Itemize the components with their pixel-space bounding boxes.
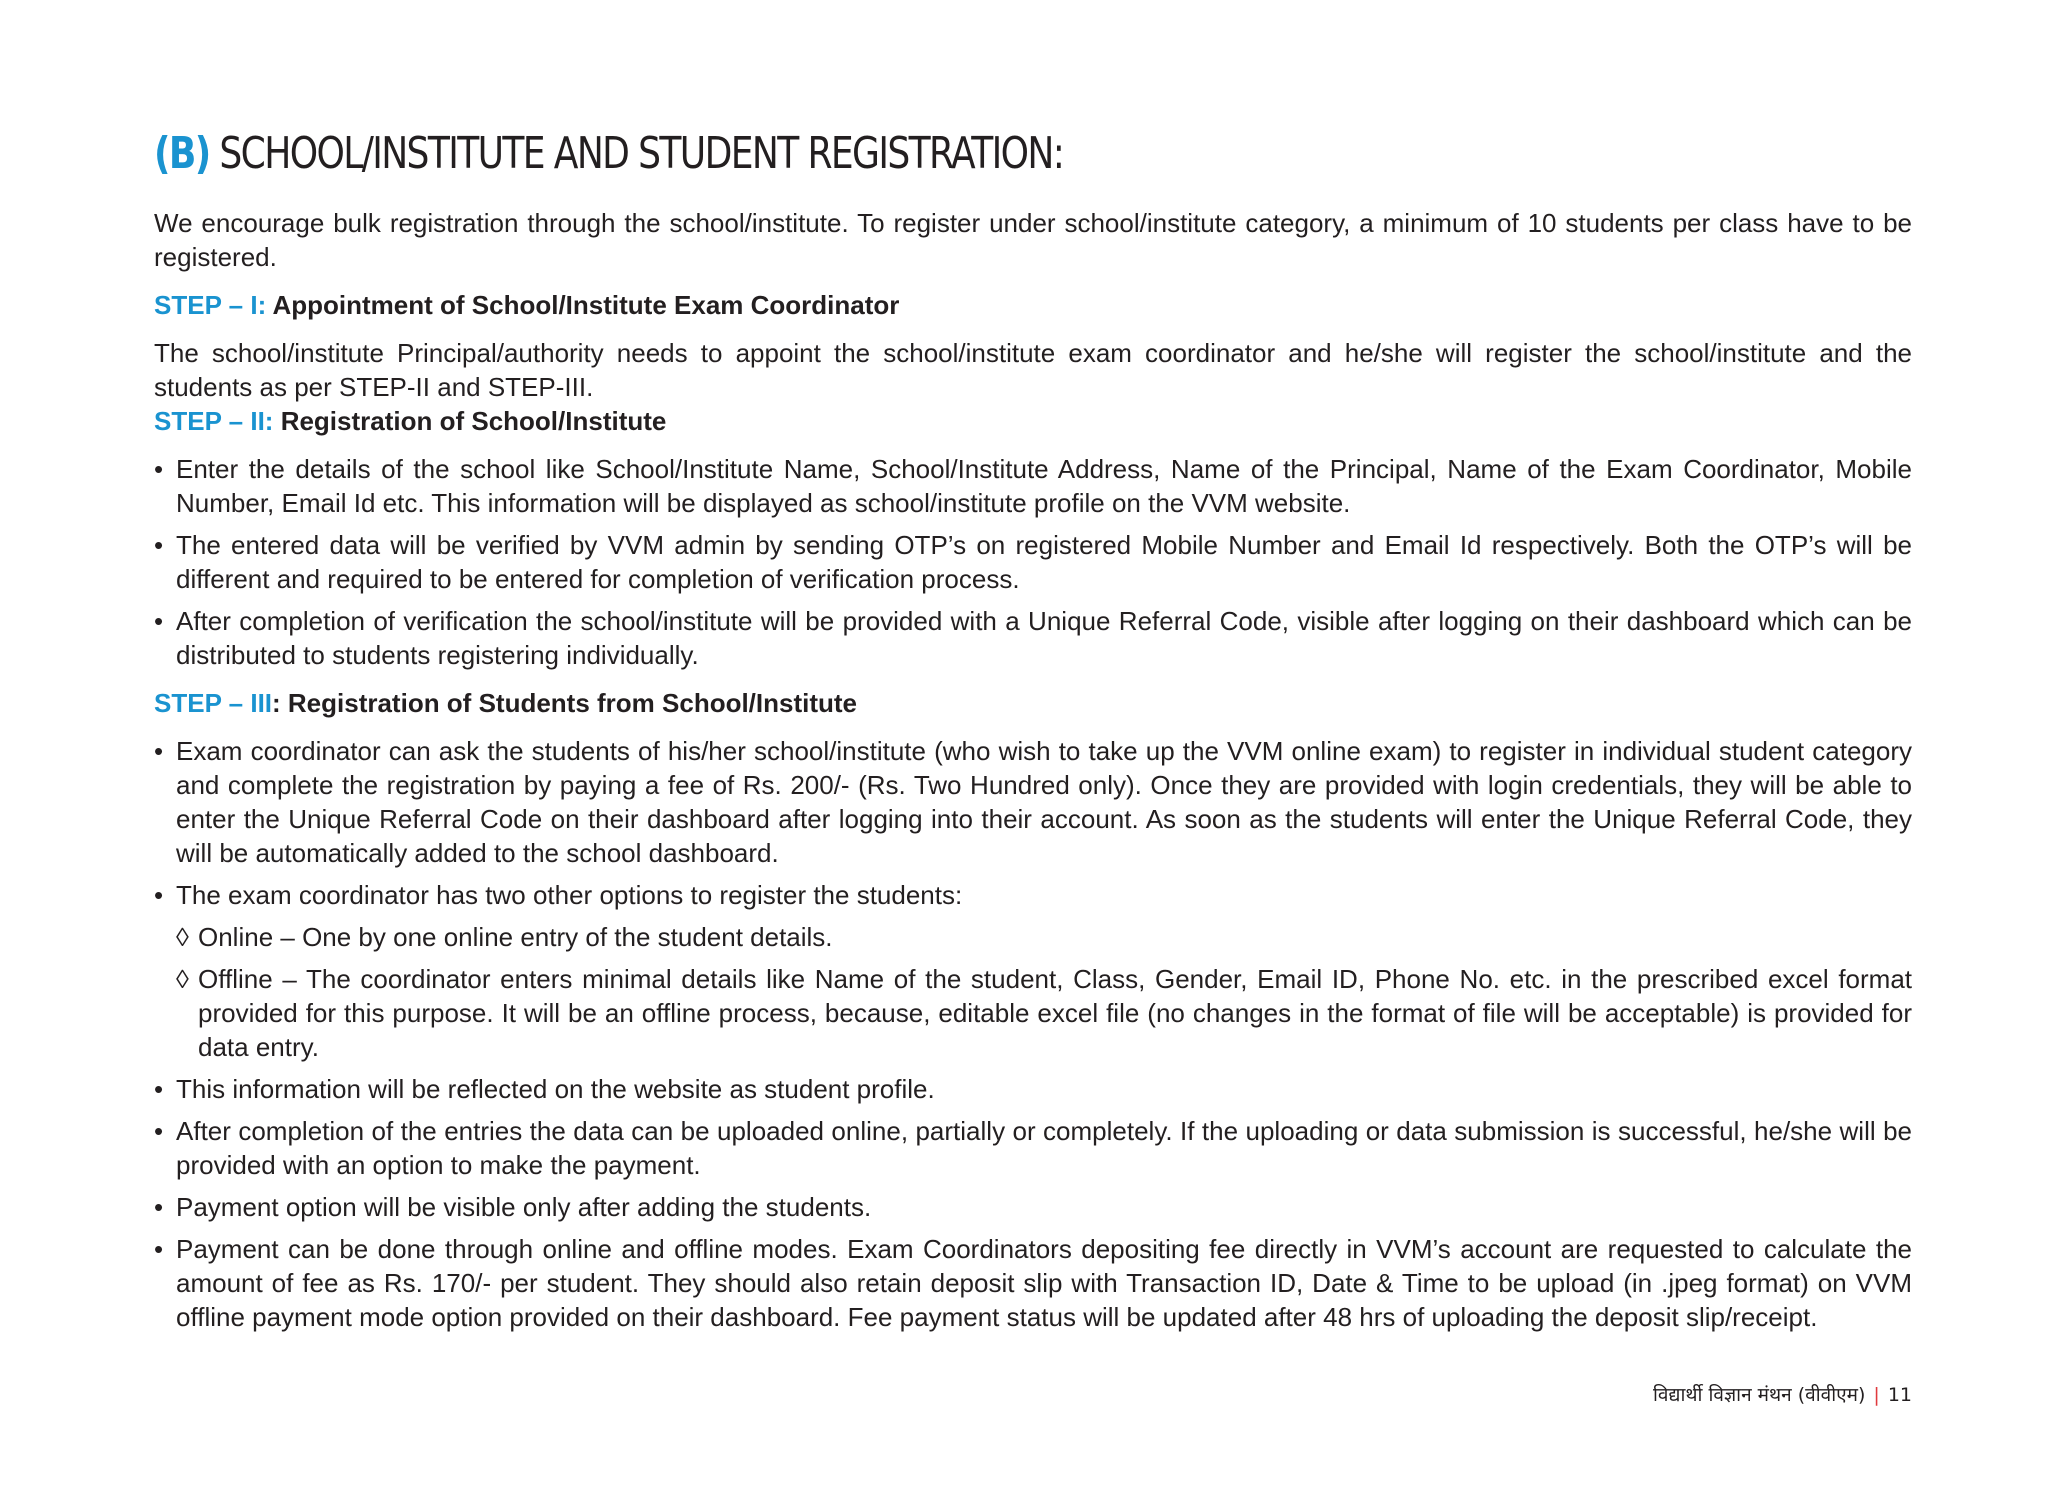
list-item [154,734,1912,870]
option-item-offline [154,962,1912,1064]
list-item-text: The exam coordinator has two other options to register the students: [176,880,963,910]
section-heading-prefix: (B) [154,128,210,179]
diamond-icon: ◊ [176,964,189,994]
bullet-icon: • [154,1234,164,1264]
step-1-paragraph: The school/institute Principal/authority needs to appoint the school/institute exam coordinator and he/she will register the school/institute and the students as per STEP-II and STEP-III. [154,338,1912,402]
page-footer [1653,1382,1912,1408]
list-item-text: This information will be reflected on the website as student profile. [176,1074,935,1104]
list-item [154,1114,1912,1182]
step-3-bullet-list [154,734,1912,912]
bullet-icon: • [154,736,164,766]
list-item [154,1232,1912,1334]
bullet-icon: • [154,1074,164,1104]
document-page [154,124,1912,1342]
step-3-title: : Registration of Students from School/Institute [272,688,858,718]
bullet-icon: • [154,1116,164,1146]
bullet-icon: • [154,1192,164,1222]
bullet-icon: • [154,454,164,484]
step-2-heading [154,404,1912,438]
step-2-label: STEP – II: [154,406,274,436]
step-2-bullet-list [154,452,1912,672]
option-item-online [154,920,1912,954]
list-item [154,1072,1912,1106]
section-heading [154,124,1596,184]
list-item [154,604,1912,672]
step-3-label: STEP – III [154,688,273,718]
step-1-label: STEP – I: [154,290,267,320]
option-item-text: Offline – The coordinator enters minimal details like Name of the student, Class, Gender, Email ID, Phone No. etc. in the prescribed excel format provided for this purpose. It will be an offline process, because, editable excel file (no changes in the format of file will be acceptable) is provided for data entry. [198,964,1912,1062]
footer-title: विद्यार्थी विज्ञान मंथन (वीवीएम) [1653,1384,1866,1406]
option-item-text: Online – One by one online entry of the student details. [198,922,833,952]
step-3-heading [154,686,1912,720]
footer-separator: | [1873,1384,1880,1406]
step-1-heading [154,288,1912,322]
bullet-icon: • [154,530,164,560]
registration-options-list [154,920,1912,1064]
section-heading-title: SCHOOL/INSTITUTE AND STUDENT REGISTRATION: [219,128,1064,179]
list-item-text: Exam coordinator can ask the students of his/her school/institute (who wish to take up the VVM online exam) to register in individual student category and complete the registration by paying a fee of Rs. 200/- (Rs. Two Hundred only). Once they are provided with login credentials, they will be able to enter the Unique Referral Code on their dashboard after logging into their account. As soon as the students will enter the Unique Referral Code, they will be automatically added to the school dashboard. [176,736,1912,868]
step-3-bullet-list-continued [154,1072,1912,1334]
list-item-text: The entered data will be verified by VVM admin by sending OTP’s on registered Mobile Number and Email Id respectively. Both the OTP’s will be different and required to be entered for completion of verification process. [176,530,1912,594]
list-item-text: Payment can be done through online and offline modes. Exam Coordinators depositing fee directly in VVM’s account are requested to calculate the amount of fee as Rs. 170/- per student. They should also retain deposit slip with Transaction ID, Date & Time to be upload (in .jpeg format) on VVM offline payment mode option provided on their dashboard. Fee payment status will be updated after 48 hrs of uploading the deposit slip/receipt. [176,1234,1912,1332]
page-number: 11 [1887,1384,1912,1406]
list-item-text: Payment option will be visible only after adding the students. [176,1192,872,1222]
list-item-text: After completion of the entries the data can be uploaded online, partially or completely. If the uploading or data submission is successful, he/she will be provided with an option to make the payment. [176,1116,1912,1180]
bullet-icon: • [154,880,164,910]
step-1-title: Appointment of School/Institute Exam Coordinator [272,290,900,320]
list-item [154,528,1912,596]
bullet-icon: • [154,606,164,636]
list-item-text: After completion of verification the school/institute will be provided with a Unique Referral Code, visible after logging on their dashboard which can be distributed to students registering individually. [176,606,1912,670]
diamond-icon: ◊ [176,922,189,952]
list-item [154,1190,1912,1224]
step-2-title: Registration of School/Institute [280,406,667,436]
list-item-text: Enter the details of the school like School/Institute Name, School/Institute Address, Name of the Principal, Name of the Exam Coordinator, Mobile Number, Email Id etc. This information will be displayed as school/institute profile on the VVM website. [176,454,1912,518]
list-item [154,452,1912,520]
list-item [154,878,1912,912]
intro-paragraph: We encourage bulk registration through the school/institute. To register under school/institute category, a minimum of 10 students per class have to be registered. [154,208,1912,272]
